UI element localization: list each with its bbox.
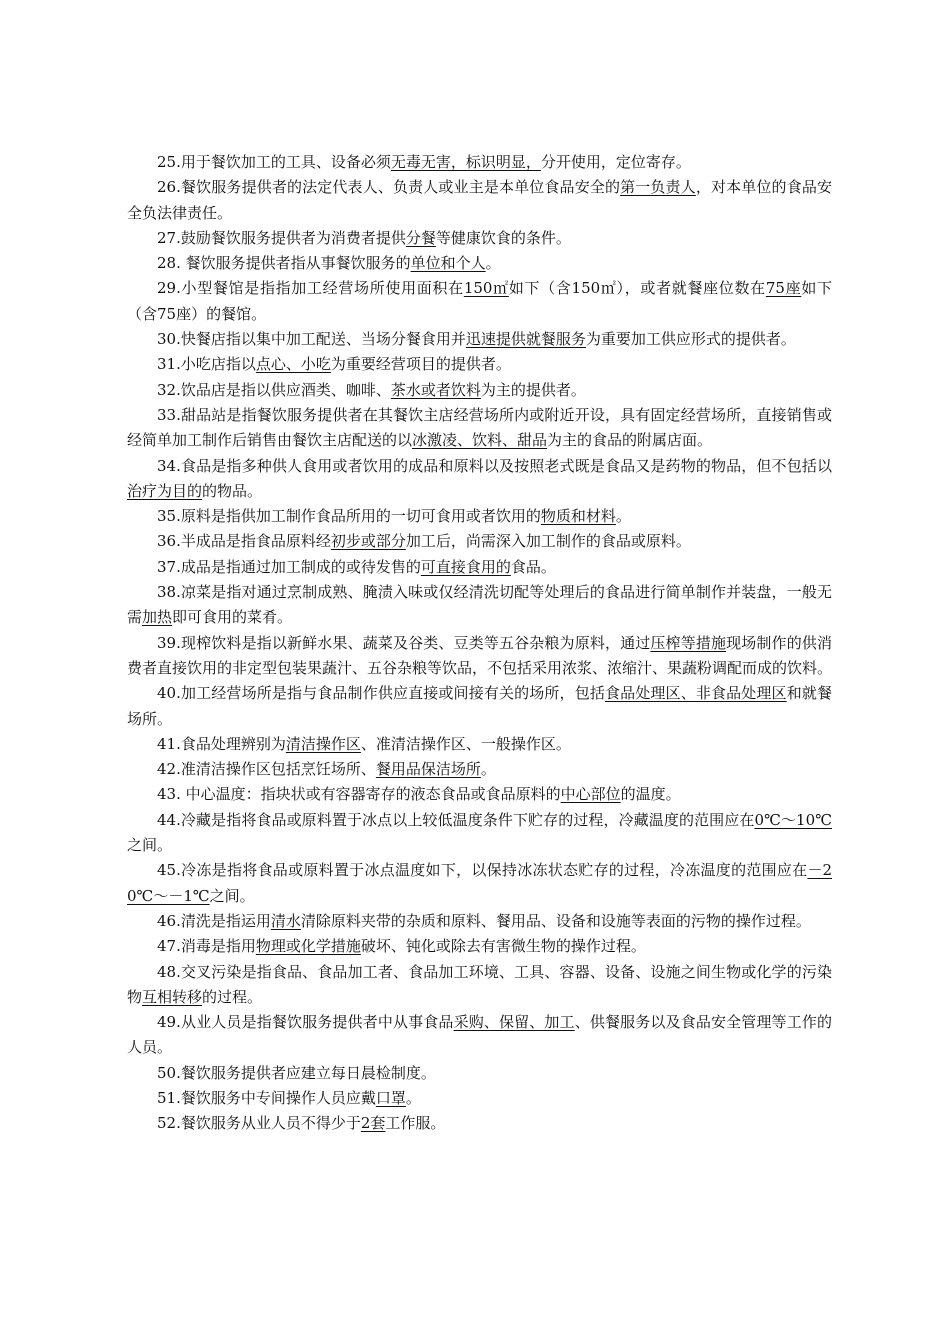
item-text: 的物品。 [202,481,263,500]
item-text: 为主的食品的附属店面。 [547,431,713,450]
question-item-44 [127,808,832,859]
item-text: 。 [615,507,631,526]
answer-underlined: 2套 [360,1114,386,1133]
question-item-35 [127,504,832,529]
item-text: 的过程。 [202,987,263,1006]
question-item-52 [127,1111,832,1136]
question-item-31 [127,352,832,377]
answer-underlined: 点心、小吃 [255,355,331,374]
item-text: 破坏、钝化或除去有害微生物的操作过程。 [360,937,646,956]
answer-underlined: 75座 [765,279,802,298]
item-text: 29.小型餐馆是指指加工经营场所使用面积在 [157,279,464,298]
item-text: 和就餐场所。 [127,684,832,728]
answer-underlined: 分餐 [405,228,436,247]
question-item-51 [127,1086,832,1111]
item-text: 51.餐饮服务中专间操作人员应戴 [157,1088,376,1107]
item-text: 27.鼓励餐饮服务提供者为消费者提供 [157,228,406,247]
item-text: 、供餐服务以及食品安全管理等工作的人员。 [127,1013,832,1057]
item-text: 分开使用，定位寄存。 [540,153,691,171]
item-text: 如下（含150㎡），或者就餐座位数在 [508,279,766,298]
item-text: 43. 中心温度：指块状或有容器寄存的液态食品或食品原料的 [157,785,561,804]
question-item-42 [127,757,832,782]
question-item-33 [127,403,832,454]
item-text: 为主的提供者。 [480,380,586,399]
item-text: 现场制作的供消费者直接饮用的非定型包装果蔬汁、五谷杂粮等饮品，不包括采用浓浆、浓缩汁、果蔬粉调配而成的饮料。 [127,633,833,677]
item-text: 35.原料是指供加工制作食品所用的一切可食用或者饮用的 [157,507,541,526]
answer-underlined: 茶水或者饮料 [390,380,481,399]
answer-underlined: 清水 [270,911,301,930]
item-text: 37.成品是指通过加工制成的或待发售的 [157,557,421,576]
question-item-50 [127,1061,832,1086]
answer-underlined: 采购、保留、加工 [453,1013,575,1032]
question-item-41 [127,732,832,757]
question-item-27 [127,226,832,251]
item-text: 32.饮品店是指以供应酒类、咖啡、 [157,380,391,399]
answer-underlined: 食品处理区、非食品处理区 [604,684,787,703]
answer-underlined: 口罩 [375,1088,406,1107]
item-text: 47.消毒是指用 [157,937,256,956]
answer-underlined: 加热 [142,608,173,627]
item-text: 、准清洁操作区、一般操作区。 [360,734,571,753]
question-item-26 [127,175,832,226]
item-text: 30.快餐店指以集中加工配送、当场分餐食用并 [157,330,466,349]
answer-underlined: 物质和材料 [540,507,616,526]
item-text: 46.清洗是指运用 [157,911,271,930]
answer-underlined: 第一负责人 [620,178,696,197]
question-item-37 [127,555,832,580]
answer-underlined: 迅速提供就餐服务 [465,330,586,349]
item-text: 食品。 [510,557,556,576]
question-item-29 [127,276,832,327]
answer-underlined: 压榨等措施 [650,633,727,652]
item-text: 加工后，尚需深入加工制作的食品或原料。 [405,532,691,551]
question-item-40 [127,681,832,732]
item-text: 的温度。 [620,785,681,804]
answer-underlined: 冰激凌、饮料、甜品 [412,431,548,450]
item-text: 之间。 [127,836,173,855]
item-text: 为重要加工供应形式的提供者。 [585,330,796,349]
answer-underlined: 可直接食用的 [420,557,511,576]
answer-underlined: 单位和个人 [410,254,486,273]
answer-underlined: 初步或部分 [330,532,406,551]
question-item-32 [127,378,832,403]
item-text: 48.交叉污染是指食品、食品加工者、食品加工环境、工具、容器、设备、设施之间生物或化学的污染物 [127,962,832,1006]
item-text: ，对本单位的食品安全负法律责任。 [127,178,832,222]
item-text: 44.冷藏是指将食品或原料置于冰点以上较低温度条件下贮存的过程，冷藏温度的范围应在 [157,810,755,829]
item-text: 清除原料夹带的杂质和原料、餐用品、设备和设施等表面的污物的操作过程。 [300,911,811,930]
question-item-43 [127,782,832,807]
answer-underlined: 互相转移 [142,987,203,1006]
answer-underlined: 150㎡ [463,279,509,298]
item-text: 31.小吃店指以 [157,355,256,374]
question-item-48 [127,960,832,1011]
item-text: 25.用于餐饮加工的工具、设备必须 [157,153,391,171]
question-item-49 [127,1010,832,1061]
item-text: 28. 餐饮服务提供者指从事餐饮服务的 [157,254,411,273]
question-item-30 [127,327,832,352]
item-text: 52.餐饮服务从业人员不得少于 [157,1114,361,1133]
item-text: 26.餐饮服务提供者的法定代表人、负责人或业主是本单位食品安全的 [157,178,621,197]
item-text: 42.准清洁操作区包括烹饪场所、 [157,760,376,779]
question-item-39 [127,631,832,682]
question-item-45 [127,858,832,909]
item-text: 为重要经营项目的提供者。 [330,355,511,374]
answer-underlined: 中心部位 [560,785,621,804]
answer-underlined: 物理或化学措施 [255,937,361,956]
item-text: 。 [405,1088,421,1107]
question-item-25 [127,150,832,175]
item-text: 38.凉菜是指对通过烹制成熟、腌渍入味或仅经清洗切配等处理后的食品进行简单制作并装盘，一般无需 [127,583,832,627]
question-item-38 [127,580,832,631]
item-text: 36.半成品是指食品原料经 [157,532,331,551]
item-text: 49.从业人员是指餐饮服务提供者中从事食品 [157,1013,454,1032]
question-item-46 [127,909,832,934]
item-text: 40.加工经营场所是指与食品制作供应直接或间接有关的场所，包括 [157,684,605,703]
item-text: 工作服。 [385,1114,446,1133]
item-text: 。 [480,760,496,779]
item-text: 。 [485,254,501,273]
question-item-36 [127,529,832,554]
answer-underlined: 0℃～10℃ [754,810,832,829]
answer-underlined: 清洁操作区 [285,734,361,753]
answer-underlined: 治疗为目的 [127,481,203,500]
item-text: 等健康饮食的条件。 [435,228,571,247]
item-text: 如下（含75座）的餐馆。 [127,279,832,323]
item-text: 33.甜品站是指餐饮服务提供者在其餐饮主店经营场所内或附近开设，具有固定经营场所，直接销售或经简单加工制作后销售由餐饮主店配送的以 [127,405,832,450]
answer-underlined: 餐用品保洁场所 [375,760,481,779]
item-text: 41.食品处理辨别为 [157,734,286,753]
item-text: 39.现榨饮料是指以新鲜水果、蔬菜及谷类、豆类等五谷杂粮为原料，通过 [157,633,651,652]
document-body [127,150,832,1137]
answer-underlined: －20℃～－1℃ [127,861,832,905]
item-text: 即可食用的菜肴。 [172,608,293,627]
item-text: 45.冷冻是指将食品或原料置于冰点温度如下，以保持冰冻状态贮存的过程，冷冻温度的范围应在 [157,861,808,880]
item-text: 之间。 [209,886,255,905]
question-item-47 [127,934,832,959]
item-text: 34.食品是指多种供人食用或者饮用的成品和原料以及按照老式既是食品又是药物的物品，但不包括以 [157,456,832,475]
question-item-34 [127,454,832,505]
item-text: 50.餐饮服务提供者应建立每日晨检制度。 [157,1063,436,1082]
answer-underlined: 无毒无害，标识明显， [390,153,541,171]
question-item-28 [127,251,832,276]
